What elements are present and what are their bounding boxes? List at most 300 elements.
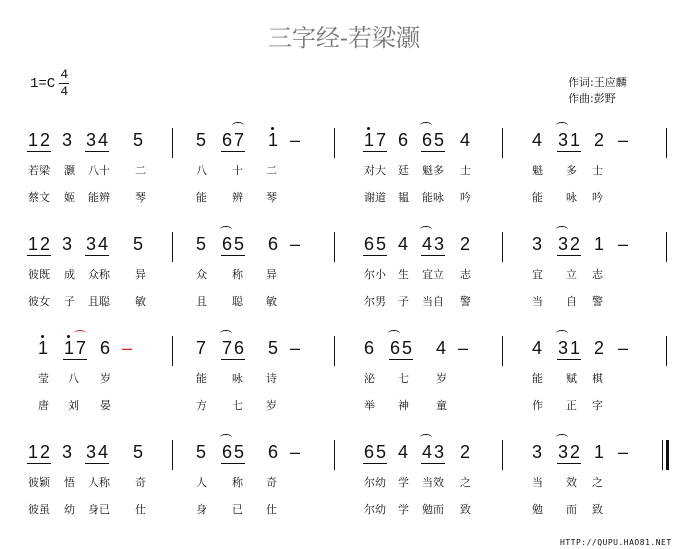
underline-beam	[557, 255, 569, 256]
jianpu-note: 4	[98, 130, 109, 150]
lyric-syllable: 宜	[532, 268, 543, 281]
underline-beam	[221, 359, 233, 360]
dash-note: –	[290, 442, 301, 462]
lyric-syllable: 泌	[364, 372, 375, 385]
lyric-syllable: 尔幼	[364, 476, 386, 489]
lyric-syllable: 称	[232, 268, 243, 281]
bar-line	[666, 232, 667, 262]
jianpu-note: 2	[594, 338, 605, 358]
underline-beam	[75, 359, 87, 360]
time-signature	[59, 68, 69, 99]
lyrics-row-1	[0, 474, 688, 490]
lyric-syllable: 且	[196, 295, 207, 308]
jianpu-note: 1	[570, 130, 581, 150]
lyric-syllable: 异	[266, 268, 277, 281]
underline-beam	[39, 463, 51, 464]
lyric-syllable: 异	[135, 268, 146, 281]
jianpu-note: 7	[376, 130, 387, 150]
jianpu-note: 6	[100, 338, 111, 358]
jianpu-note: 7	[196, 338, 207, 358]
lyric-syllable: 勉	[532, 503, 543, 516]
lyric-syllable: 棋	[592, 372, 603, 385]
jianpu-note: 3	[558, 442, 568, 463]
lyric-syllable: 方	[196, 399, 207, 412]
lyric-syllable: 二	[135, 164, 146, 177]
jianpu-note: 3	[532, 234, 543, 254]
lyric-syllable: 众称	[88, 268, 110, 281]
lyric-syllable: 生	[398, 268, 409, 281]
lyric-syllable: 幼	[64, 503, 75, 516]
jianpu-note: 7	[234, 130, 244, 151]
lyric-syllable: 效	[566, 476, 577, 489]
underline-beam	[233, 359, 245, 360]
lyric-syllable: 当效	[422, 476, 444, 489]
tie-arc	[388, 330, 400, 337]
underline-beam	[85, 255, 97, 256]
lyric-syllable: 已	[232, 503, 243, 516]
underline-beam	[421, 463, 433, 464]
jianpu-note: 5	[268, 338, 279, 358]
underline-beam	[221, 151, 233, 152]
dash-note: –	[122, 338, 133, 358]
lyric-syllable: 童	[436, 399, 447, 412]
lyric-syllable: 士	[460, 164, 471, 177]
jianpu-note: 4	[436, 338, 447, 358]
lyric-syllable: 姬	[64, 191, 75, 204]
lyric-syllable: 作	[532, 399, 543, 412]
time-top: 4	[60, 67, 69, 82]
underline-beam	[363, 255, 375, 256]
jianpu-note: 2	[40, 442, 51, 462]
jianpu-note: 3	[62, 234, 73, 254]
jianpu-note: 5	[402, 338, 413, 358]
jianpu-note: 4	[422, 234, 432, 255]
tie-arc	[74, 330, 86, 337]
lyric-syllable: 之	[592, 476, 603, 489]
jianpu-note: 1	[268, 130, 278, 151]
lyric-syllable: 十	[232, 164, 243, 177]
bar-line	[334, 128, 335, 158]
lyric-syllable: 尔幼	[364, 503, 386, 516]
jianpu-note: 1	[594, 442, 605, 462]
lyric-syllable: 能	[532, 191, 543, 204]
lyric-syllable: 神	[398, 399, 409, 412]
lyric-syllable: 八十	[88, 164, 110, 177]
dash-note: –	[290, 234, 301, 254]
jianpu-note: 3	[62, 442, 73, 462]
jianpu-note: 6	[364, 234, 375, 254]
lyric-syllable: 咏	[566, 191, 577, 204]
bar-line	[172, 336, 173, 366]
lyric-syllable: 琴	[135, 191, 146, 204]
jianpu-note: 2	[40, 234, 51, 254]
underline-beam	[97, 151, 109, 152]
lyric-syllable: 灏	[64, 164, 75, 177]
underline-beam	[363, 151, 375, 152]
jianpu-note: 6	[222, 130, 233, 150]
jianpu-note: 6	[222, 234, 232, 255]
system-2	[0, 232, 688, 332]
underline-beam	[375, 463, 387, 464]
jianpu-note: 5	[133, 130, 144, 150]
underline-beam	[221, 255, 233, 256]
lyric-syllable: 琴	[266, 191, 277, 204]
lyrics-row-2	[0, 501, 688, 517]
lyric-syllable: 七	[232, 399, 243, 412]
lyric-syllable: 之	[460, 476, 471, 489]
underline-beam	[389, 359, 401, 360]
jianpu-note: 5	[376, 234, 387, 254]
lyric-syllable: 当	[532, 295, 543, 308]
underline-beam	[363, 463, 375, 464]
tie-arc	[556, 226, 568, 233]
jianpu-note: 7	[76, 338, 86, 359]
lyric-syllable: 致	[460, 503, 471, 516]
lyric-syllable: 唐	[38, 399, 49, 412]
underline-beam	[221, 463, 233, 464]
underline-beam	[421, 151, 433, 152]
lyric-syllable: 自	[566, 295, 577, 308]
lyric-syllable: 众	[196, 268, 207, 281]
lyric-syllable: 当自	[422, 295, 444, 308]
lyric-syllable: 悟	[64, 476, 75, 489]
jianpu-note: 4	[98, 442, 109, 462]
lyric-syllable: 能辨	[88, 191, 110, 204]
lyric-syllable: 八	[196, 164, 207, 177]
octave-dot	[271, 127, 274, 130]
bar-line	[172, 440, 173, 470]
jianpu-note: 3	[62, 130, 73, 150]
bar-line	[334, 336, 335, 366]
jianpu-note: 3	[434, 234, 445, 254]
lyric-syllable: 辨	[232, 191, 243, 204]
lyric-syllable: 子	[64, 295, 75, 308]
underline-beam	[85, 463, 97, 464]
jianpu-note: 1	[28, 234, 39, 254]
jianpu-note: 7	[222, 338, 232, 359]
underline-beam	[27, 151, 39, 152]
jianpu-note: 6	[398, 130, 409, 150]
lyric-syllable: 二	[266, 164, 277, 177]
underline-beam	[421, 255, 433, 256]
jianpu-note: 5	[234, 234, 245, 254]
lyric-syllable: 人称	[88, 476, 110, 489]
lyric-syllable: 彼女	[28, 295, 50, 308]
notation-row	[0, 232, 688, 258]
dash-note: –	[458, 338, 469, 358]
jianpu-note: 1	[64, 338, 74, 359]
lyrics-row-2	[0, 189, 688, 205]
lyric-syllable: 蔡文	[28, 191, 50, 204]
tie-arc	[420, 122, 432, 129]
bar-line	[334, 232, 335, 262]
tie-arc	[556, 434, 568, 441]
jianpu-note: 5	[133, 234, 144, 254]
lyric-syllable: 勉而	[422, 503, 444, 516]
lyric-syllable: 岁	[266, 399, 277, 412]
underline-beam	[375, 151, 387, 152]
jianpu-note: 2	[570, 234, 581, 254]
lyric-syllable: 举	[364, 399, 375, 412]
jianpu-note: 6	[268, 442, 279, 462]
system-3	[0, 336, 688, 436]
underline-beam	[27, 463, 39, 464]
lyric-syllable: 咏	[232, 372, 243, 385]
lyric-syllable: 若梁	[28, 164, 50, 177]
lyric-syllable: 魁	[532, 164, 543, 177]
lyric-syllable: 吟	[460, 191, 471, 204]
lyric-syllable: 莹	[38, 372, 49, 385]
jianpu-note: 5	[376, 442, 387, 462]
lyric-syllable: 仕	[266, 503, 277, 516]
underline-beam	[97, 255, 109, 256]
notation-row	[0, 336, 688, 362]
lyric-syllable: 彼虽	[28, 503, 50, 516]
lyric-syllable: 岁	[100, 372, 111, 385]
lyric-syllable: 志	[592, 268, 603, 281]
tie-arc	[232, 122, 244, 129]
jianpu-note: 4	[98, 234, 109, 254]
jianpu-note: 3	[558, 338, 568, 359]
lyric-syllable: 能咏	[422, 191, 444, 204]
jianpu-note: 5	[196, 130, 207, 150]
underline-beam	[233, 463, 245, 464]
lyric-syllable: 岁	[436, 372, 447, 385]
underline-beam	[39, 255, 51, 256]
bar-line	[666, 128, 667, 158]
lyrics-row-1	[0, 162, 688, 178]
dash-note: –	[618, 442, 629, 462]
lyric-syllable: 警	[460, 295, 471, 308]
lyric-syllable: 子	[398, 295, 409, 308]
underline-beam	[569, 359, 581, 360]
notation-row	[0, 128, 688, 154]
lyric-syllable: 吟	[592, 191, 603, 204]
jianpu-note: 3	[86, 130, 97, 150]
octave-dot	[41, 335, 44, 338]
lyric-syllable: 赋	[566, 372, 577, 385]
final-bar-line	[666, 440, 669, 470]
bar-line	[334, 440, 335, 470]
lyric-syllable: 魁多	[422, 164, 444, 177]
lyrics-row-1	[0, 266, 688, 282]
time-bottom: 4	[60, 84, 69, 99]
bar-line	[666, 336, 667, 366]
jianpu-note: 4	[460, 130, 471, 150]
key-label: 1=C	[30, 75, 56, 92]
jianpu-note: 2	[594, 130, 605, 150]
lyric-syllable: 能	[532, 372, 543, 385]
jianpu-note: 3	[532, 442, 543, 462]
system-4	[0, 440, 688, 540]
jianpu-note: 2	[460, 442, 471, 462]
dash-note: –	[618, 234, 629, 254]
lyric-syllable: 且聪	[88, 295, 110, 308]
underline-beam	[85, 151, 97, 152]
credits	[568, 75, 627, 107]
lyric-syllable: 韫	[398, 191, 409, 204]
lyric-syllable: 八	[68, 372, 79, 385]
key-signature	[30, 68, 69, 99]
jianpu-note: 6	[364, 442, 375, 462]
lyric-syllable: 彼颖	[28, 476, 50, 489]
bar-line	[172, 128, 173, 158]
lyric-syllable: 敏	[266, 295, 277, 308]
jianpu-note: 4	[532, 338, 543, 358]
lyric-syllable: 学	[398, 476, 409, 489]
composer-name: 彭野	[593, 92, 616, 105]
dash-note: –	[618, 338, 629, 358]
site-footer: HTTP://QUPU.HAO81.NET	[560, 538, 672, 547]
underline-beam	[97, 463, 109, 464]
lyric-syllable: 当	[532, 476, 543, 489]
underline-beam	[433, 151, 445, 152]
jianpu-note: 4	[398, 234, 409, 254]
jianpu-note: 3	[86, 442, 97, 462]
system-1	[0, 128, 688, 228]
lyric-syllable: 对大	[364, 164, 386, 177]
lyric-syllable: 彼既	[28, 268, 50, 281]
underline-beam	[401, 359, 413, 360]
jianpu-note: 6	[222, 442, 232, 463]
octave-dot	[67, 335, 70, 338]
lyric-syllable: 仕	[135, 503, 146, 516]
jianpu-note: 6	[422, 130, 432, 151]
underline-beam	[433, 463, 445, 464]
lyric-syllable: 谢道	[364, 191, 386, 204]
jianpu-note: 1	[28, 442, 39, 462]
tie-arc	[556, 122, 568, 129]
lyric-syllable: 成	[64, 268, 75, 281]
lyric-syllable: 能	[196, 372, 207, 385]
jianpu-note: 4	[398, 442, 409, 462]
underline-beam	[39, 151, 51, 152]
jianpu-note: 6	[364, 338, 375, 358]
lyric-syllable: 士	[592, 164, 603, 177]
lyric-syllable: 奇	[266, 476, 277, 489]
lyricist-name: 王应麟	[593, 76, 627, 89]
underline-beam	[63, 359, 75, 360]
jianpu-note: 2	[570, 442, 581, 462]
lyric-syllable: 晏	[100, 399, 111, 412]
lyrics-row-2	[0, 397, 688, 413]
lyric-syllable: 身已	[88, 503, 110, 516]
lyric-syllable: 警	[592, 295, 603, 308]
lyric-syllable: 人	[196, 476, 207, 489]
jianpu-note: 2	[460, 234, 471, 254]
jianpu-note: 5	[133, 442, 144, 462]
lyric-syllable: 七	[398, 372, 409, 385]
lyric-syllable: 宜立	[422, 268, 444, 281]
tie-arc	[220, 434, 232, 441]
lyric-syllable: 正	[566, 399, 577, 412]
octave-dot	[367, 127, 370, 130]
underline-beam	[433, 255, 445, 256]
jianpu-note: 4	[422, 442, 432, 463]
underline-beam	[375, 255, 387, 256]
underline-beam	[557, 151, 569, 152]
jianpu-note: 3	[558, 234, 568, 255]
bar-line	[172, 232, 173, 262]
underline-beam	[557, 359, 569, 360]
lyric-syllable: 立	[566, 268, 577, 281]
jianpu-note: 5	[196, 234, 207, 254]
lyric-syllable: 廷	[398, 164, 409, 177]
jianpu-note: 3	[558, 130, 568, 151]
composer-line: 作曲: 彭野	[568, 92, 616, 105]
lyric-syllable: 尔男	[364, 295, 386, 308]
bar-line	[662, 440, 663, 470]
underline-beam	[569, 463, 581, 464]
jianpu-note: 1	[570, 338, 581, 358]
bar-line	[502, 232, 503, 262]
lyricist-line: 作词: 王应麟	[568, 76, 627, 89]
lyric-syllable: 尔小	[364, 268, 386, 281]
lyric-syllable: 聪	[232, 295, 243, 308]
jianpu-note: 1	[594, 234, 605, 254]
underline-beam	[557, 463, 569, 464]
notation-row	[0, 440, 688, 466]
underline-beam	[569, 151, 581, 152]
tie-arc	[220, 330, 232, 337]
lyrics-row-2	[0, 293, 688, 309]
tie-arc	[556, 330, 568, 337]
jianpu-note: 2	[40, 130, 51, 150]
jianpu-note: 3	[86, 234, 97, 254]
lyric-syllable: 称	[232, 476, 243, 489]
lyric-syllable: 致	[592, 503, 603, 516]
jianpu-note: 5	[434, 130, 445, 150]
underline-beam	[27, 255, 39, 256]
lyric-syllable: 诗	[266, 372, 277, 385]
score-title: 三字经-若梁灏	[267, 24, 421, 52]
underline-beam	[233, 151, 245, 152]
tie-arc	[420, 434, 432, 441]
dash-note: –	[290, 130, 301, 150]
lyric-syllable: 学	[398, 503, 409, 516]
lyric-syllable: 敏	[135, 295, 146, 308]
jianpu-note: 1	[364, 130, 374, 151]
dash-note: –	[290, 338, 301, 358]
jianpu-note: 5	[196, 442, 207, 462]
underline-beam	[569, 255, 581, 256]
bar-line	[502, 128, 503, 158]
lyric-syllable: 字	[592, 399, 603, 412]
bar-line	[502, 440, 503, 470]
lyric-syllable: 刘	[68, 399, 79, 412]
tie-arc	[220, 226, 232, 233]
jianpu-note: 6	[268, 234, 279, 254]
tie-arc	[420, 226, 432, 233]
jianpu-note: 6	[234, 338, 245, 358]
lyric-syllable: 身	[196, 503, 207, 516]
dash-note: –	[618, 130, 629, 150]
bar-line	[502, 336, 503, 366]
jianpu-note: 5	[234, 442, 245, 462]
lyric-syllable: 志	[460, 268, 471, 281]
underline-beam	[233, 255, 245, 256]
lyrics-row-1	[0, 370, 688, 386]
jianpu-note: 6	[390, 338, 400, 359]
lyric-syllable: 而	[566, 503, 577, 516]
jianpu-note: 3	[434, 442, 445, 462]
jianpu-note: 1	[38, 338, 48, 359]
jianpu-note: 1	[28, 130, 39, 150]
lyric-syllable: 奇	[135, 476, 146, 489]
lyric-syllable: 多	[566, 164, 577, 177]
lyric-syllable: 能	[196, 191, 207, 204]
jianpu-note: 4	[532, 130, 543, 150]
